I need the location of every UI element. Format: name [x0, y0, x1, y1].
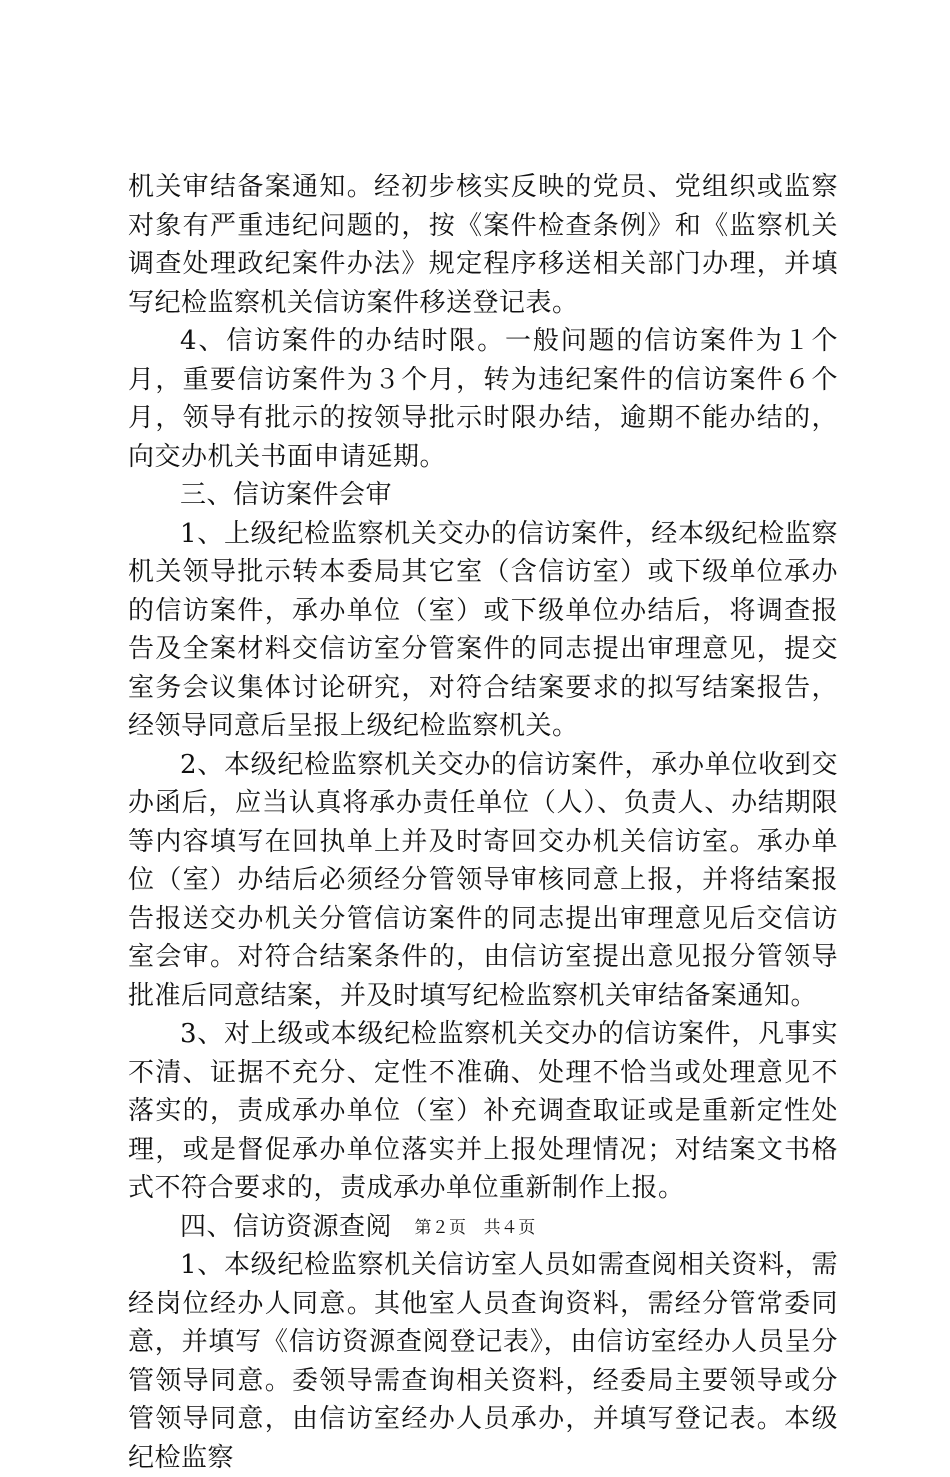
paragraph-review-1: 1、上级纪检监察机关交办的信访案件，经本级纪检监察机关领导批示转本委局其它室（含信访室）或下级单位承办的信访案件，承办单位（室）或下级单位办结后，将调查报告及全案材料交信访室分管案件的同志提出审理意见，提交室务会议集体讨论研究，对符合结案要求的拟写结案报告，经领导同意后呈报上级纪检监察机关。 [128, 518, 838, 741]
paragraph-review-3: 3、对上级或本级纪检监察机关交办的信访案件，凡事实不清、证据不充分、定性不准确、处理不恰当或处理意见不落实的，责成承办单位（室）补充调查取证或是重新定性处理，或是督促承办单位落实并上报处理情况；对结案文书格式不符合要求的，责成承办单位重新制作上报。 [128, 1019, 838, 1203]
paragraph-continuation: 机关审结备案通知。经初步核实反映的党员、党组织或监察对象有严重违纪问题的，按《案件检查条例》和《监察机关调查处理政纪案件办法》规定程序移送相关部门办理，并填写纪检监察机关信访案件移送登记表。 [128, 172, 838, 318]
document-body [128, 168, 838, 1477]
paragraph-review-2: 2、本级纪检监察机关交办的信访案件，承办单位收到交办函后，应当认真将承办责任单位（人）、负责人、办结期限等内容填写在回执单上并及时寄回交办机关信访室。承办单位（室）办结后必须经分管领导审核同意上报，并将结案报告报送交办机关分管信访案件的同志提出审理意见后交信访室会审。对符合结案条件的，由信访室提出意见报分管领导批准后同意结案，并及时填写纪检监察机关审结备案通知。 [128, 749, 838, 1011]
page-footer: 第２页 共４页 [414, 1218, 536, 1238]
paragraph-access-1: 1、本级纪检监察机关信访室人员如需查阅相关资料，需经岗位经办人同意。其他室人员查询资料，需经分管常委同意，并填写《信访资源查阅登记表》，由信访室经办人员呈分管领导同意。委领导需查询相关资料，经委局主要领导或分管领导同意，由信访室经办人员承办，并填写登记表。本级纪检监察 [128, 1250, 838, 1473]
section-heading-resource-access: 四、信访资源查阅 [180, 1211, 393, 1242]
section-heading-case-review: 三、信访案件会审 [180, 480, 393, 510]
paragraph-time-limit: 4、信访案件的办结时限。一般问题的信访案件为１个月，重要信访案件为３个月，转为违纪案件的信访案件６个月，领导有批示的按领导批示时限办结，逾期不能办结的，向交办机关书面申请延期。 [128, 326, 838, 472]
